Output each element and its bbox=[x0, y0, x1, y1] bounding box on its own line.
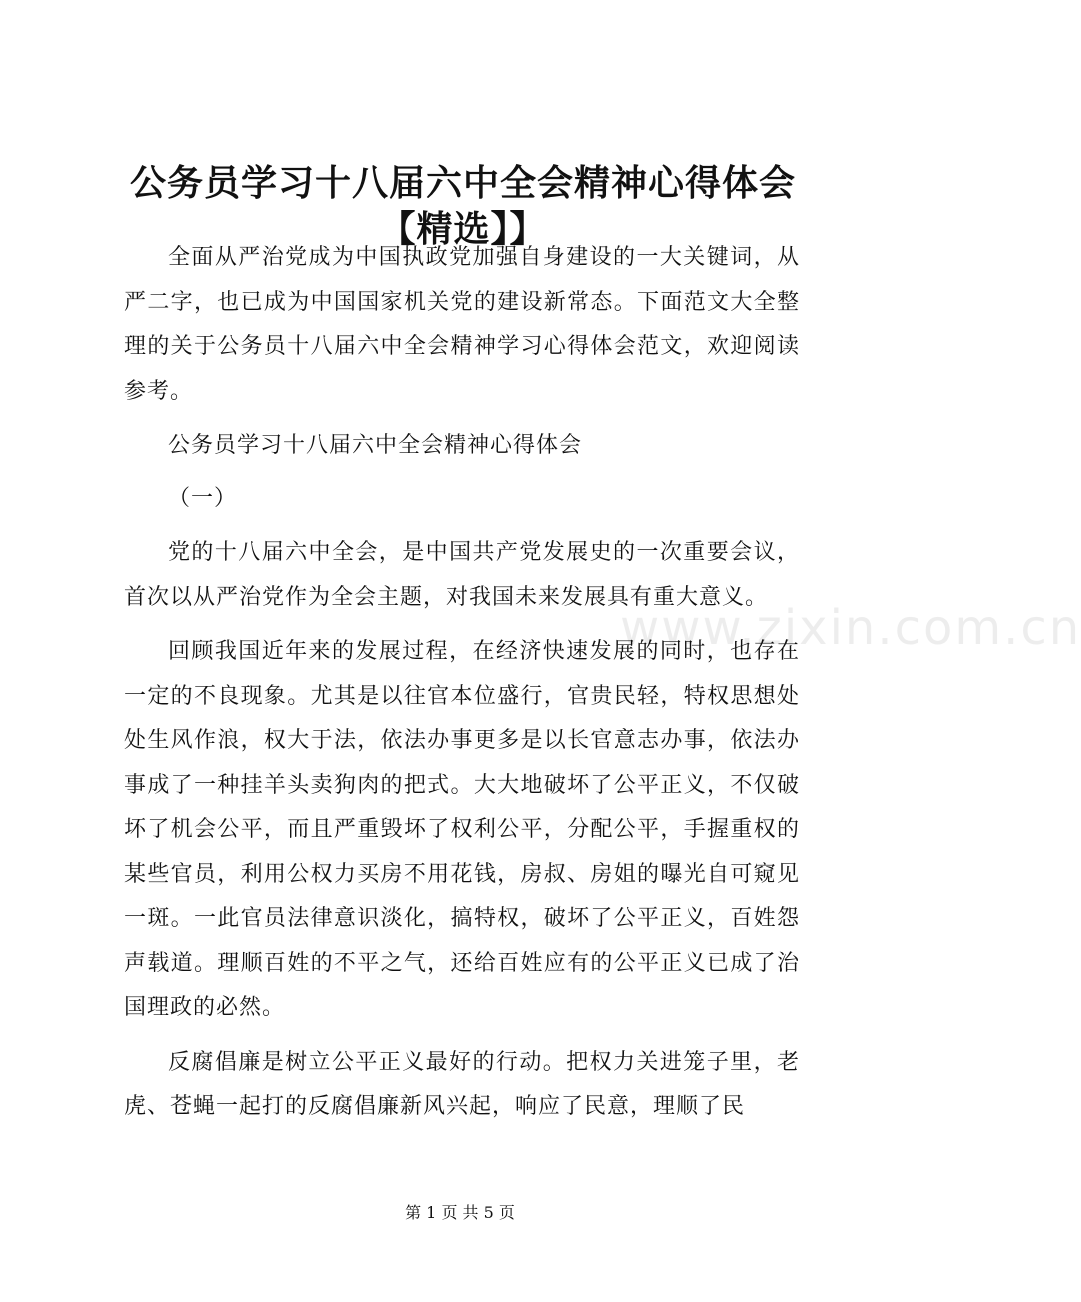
page-footer: 第 1 页 共 5 页 bbox=[405, 1203, 515, 1222]
section-heading: 公务员学习十八届六中全会精神心得体会 bbox=[168, 433, 583, 458]
body-paragraph: 反腐倡廉是树立公平正义最好的行动。把权力关进笼子里，老虎、苍蝇一起打的反腐倡廉新风兴起，响应了民意，理顺了民 bbox=[124, 1049, 800, 1119]
intro-paragraph: 全面从严治党成为中国执政党加强自身建设的一大关键词，从严二字，也已成为中国国家机关党的建设新常态。下面范文大全整理的关于公务员十八届六中全会精神学习心得体会范文，欢迎阅读参考。 bbox=[124, 245, 800, 404]
section-number: （一） bbox=[168, 485, 238, 511]
body-paragraph: 党的十八届六中全会，是中国共产党发展史的一次重要会议，首次以从严治党作为全会主题，对我国未来发展具有重大意义。 bbox=[124, 540, 800, 610]
document-title: 公务员学习十八届六中全会精神心得体会【精选】】 bbox=[129, 162, 796, 250]
body-paragraph: 回顾我国近年来的发展过程，在经济快速发展的同时，也存在一定的不良现象。尤其是以往官本位盛行，官贵民轻，特权思想处处生风作浪，权大于法，依法办事更多是以长官意志办事，依法办事成了一种挂羊头卖狗肉的把式。大大地破坏了公平正义，不仅破坏了机会公平，而且严重毁坏了权利公平，分配公平，手握重权的某些官员，利用公权力买房不用花钱，房叔、房姐的曝光自可窥见一斑。一此官员法律意识淡化，搞特权，破坏了公平正义，百姓怨声载道。理顺百姓的不平之气，还给百姓应有的公平正义已成了治国理政的必然。 bbox=[124, 639, 800, 1020]
document-body bbox=[124, 236, 800, 1140]
watermark: www.zixin.com.cn bbox=[620, 600, 1081, 656]
